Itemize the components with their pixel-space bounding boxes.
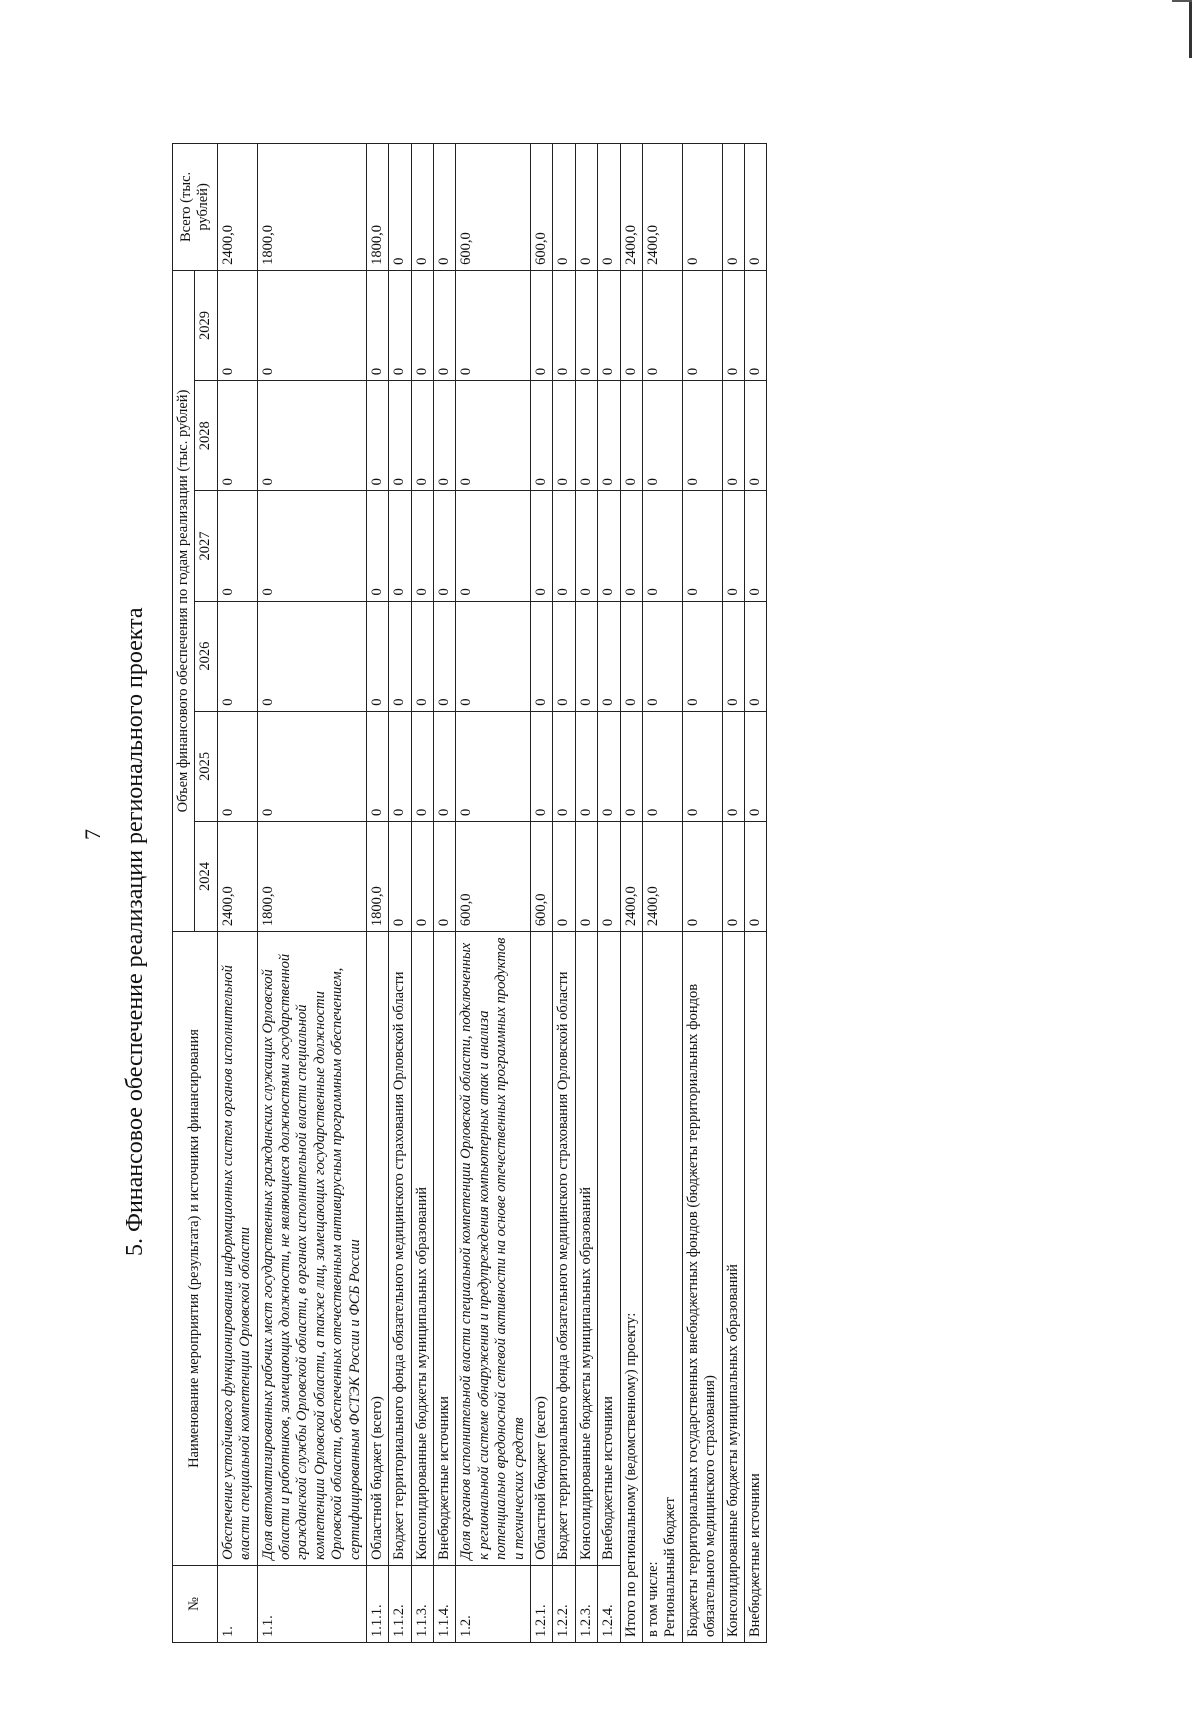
total-sum: 2400,0 [620,144,642,271]
row-year-value: 0 [389,711,411,821]
regional-budget-label [642,932,682,1643]
summary-row-year-value: 0 [744,711,766,821]
regional-year-value: 2400,0 [642,821,682,931]
row-total: 0 [553,144,575,271]
summary-row-year-value: 0 [744,491,766,601]
summary-row-year-value: 0 [722,601,744,711]
row-year-value: 0 [456,601,531,711]
summary-row-name: Бюджеты территориальных государственных внебюджетных фондов (бюджеты территориальных фондов обязательного медицинского страхования) [682,932,722,1643]
header-year: 2029 [195,270,217,380]
row-year-value: 0 [217,381,257,491]
row-year-value: 0 [366,491,388,601]
row-year-value: 0 [456,381,531,491]
row-total: 0 [411,144,433,271]
row-number: 1.2. [456,1565,531,1642]
row-year-value: 0 [389,491,411,601]
row-year-value: 0 [411,270,433,380]
regional-year-value: 0 [642,381,682,491]
row-year-value: 0 [434,601,456,711]
row-total: 600,0 [531,144,553,271]
summary-row-year-value: 0 [722,821,744,931]
summary-row-year-value: 0 [682,491,722,601]
row-year-value: 0 [575,821,597,931]
including-label: в том числе: [644,1561,661,1637]
row-year-value: 0 [575,381,597,491]
row-name: Бюджет территориального фонда обязательного медицинского страхования Орловской области [389,932,411,1566]
summary-row-year-value: 0 [722,270,744,380]
total-year-value: 0 [620,270,642,380]
table-row [598,144,620,1643]
row-year-value: 0 [598,821,620,931]
regional-budget-row [642,144,682,1643]
row-number: 1.1.3. [411,1565,433,1642]
summary-row-year-value: 0 [722,491,744,601]
row-year-value: 1800,0 [257,821,366,931]
header-year: 2028 [195,381,217,491]
row-year-value: 0 [531,491,553,601]
row-total: 1800,0 [366,144,388,271]
row-year-value: 0 [575,491,597,601]
row-year-value: 0 [598,270,620,380]
row-name: Областной бюджет (всего) [531,932,553,1566]
regional-total: 2400,0 [642,144,682,271]
table-row [456,144,531,1643]
table-row [389,144,411,1643]
row-total: 600,0 [456,144,531,271]
row-total: 0 [575,144,597,271]
row-year-value: 0 [531,381,553,491]
row-year-value: 0 [411,381,433,491]
row-year-value: 0 [411,821,433,931]
total-year-value: 0 [620,381,642,491]
row-year-value: 0 [553,711,575,821]
table-row [217,144,257,1643]
row-name: Внебюджетные источники [598,932,620,1566]
row-year-value: 0 [434,381,456,491]
row-year-value: 0 [553,381,575,491]
row-year-value: 0 [531,270,553,380]
header-num: № [173,1565,218,1642]
row-year-value: 0 [411,491,433,601]
total-label: Итого по региональному (ведомственному) проекту: [620,932,642,1643]
header-name: Наименование мероприятия (результата) и источники финансирования [173,932,218,1566]
summary-row-year-value: 0 [722,381,744,491]
row-year-value: 0 [598,601,620,711]
header-year: 2026 [195,601,217,711]
table-row [575,144,597,1643]
total-year-value: 2400,0 [620,821,642,931]
summary-row-total: 0 [682,144,722,271]
summary-row-year-value: 0 [682,601,722,711]
total-year-value: 0 [620,711,642,821]
row-number: 1. [217,1565,257,1642]
row-year-value: 0 [257,711,366,821]
row-year-value: 0 [553,601,575,711]
row-total: 2400,0 [217,144,257,271]
row-name: Консолидированные бюджеты муниципальных образований [575,932,597,1566]
row-year-value: 0 [456,270,531,380]
summary-row [682,144,722,1643]
row-year-value: 0 [389,381,411,491]
row-year-value: 0 [434,491,456,601]
summary-row-total: 0 [722,144,744,271]
summary-row [722,144,744,1643]
regional-year-value: 0 [642,270,682,380]
header-year: 2024 [195,821,217,931]
row-year-value: 0 [389,270,411,380]
row-name: Бюджет территориального фонда обязательного медицинского страхования Орловской области [553,932,575,1566]
row-total: 0 [434,144,456,271]
row-name: Консолидированные бюджеты муниципальных образований [411,932,433,1566]
row-total: 0 [598,144,620,271]
row-year-value: 0 [434,821,456,931]
row-year-value: 0 [257,381,366,491]
row-year-value: 0 [456,711,531,821]
total-year-value: 0 [620,601,642,711]
summary-row-year-value: 0 [682,270,722,380]
header-year: 2027 [195,491,217,601]
summary-row-total: 0 [744,144,766,271]
summary-row-year-value: 0 [682,821,722,931]
row-year-value: 0 [575,270,597,380]
row-name: Доля автоматизированных рабочих мест государственных гражданских служащих Орловской области и работников, замещающих должности, не являющиеся должностями государственной гражданской службы Орловской области, в органах исполнительной власти специальной компетенции Орловской области, а также лиц, замещающих государственные должности Орловской области, обеспеченных отечественным антивирусным программным обеспечением, сертифицированным ФСТЭК России и ФСБ России [257,932,366,1566]
header-total: Всего (тыс. рублей) [173,144,218,271]
row-year-value: 0 [575,711,597,821]
header-years-group: Объем финансового обеспечения по годам реализации (тыс. рублей) [173,270,195,931]
row-year-value: 0 [434,711,456,821]
row-number: 1.2.1. [531,1565,553,1642]
row-year-value: 0 [366,381,388,491]
summary-row-year-value: 0 [744,821,766,931]
summary-row-name: Внебюджетные источники [744,932,766,1643]
row-year-value: 0 [553,821,575,931]
row-year-value: 0 [217,711,257,821]
row-year-value: 0 [598,491,620,601]
row-year-value: 0 [553,270,575,380]
row-number: 1.1.2. [389,1565,411,1642]
regional-year-value: 0 [642,491,682,601]
row-year-value: 0 [389,601,411,711]
row-year-value: 0 [366,711,388,821]
table-row [531,144,553,1643]
row-number: 1.2.3. [575,1565,597,1642]
table-row [411,144,433,1643]
section-title: 5. Финансовое обеспечение реализации регионального проекта [122,607,148,1256]
financing-table [172,143,767,1643]
row-number: 1.1.1. [366,1565,388,1642]
row-number: 1.1. [257,1565,366,1642]
row-year-value: 0 [553,491,575,601]
row-number: 1.2.2. [553,1565,575,1642]
summary-row-year-value: 0 [744,381,766,491]
summary-row-year-value: 0 [722,711,744,821]
table-row [434,144,456,1643]
row-year-value: 0 [257,601,366,711]
row-year-value: 0 [217,601,257,711]
summary-row [744,144,766,1643]
regional-label: Региональный бюджет [662,1497,679,1637]
summary-row-name: Консолидированные бюджеты муниципальных образований [722,932,744,1643]
summary-row-year-value: 0 [744,270,766,380]
row-year-value: 0 [456,491,531,601]
summary-row-year-value: 0 [682,381,722,491]
row-number: 1.2.4. [598,1565,620,1642]
table-header [173,144,218,1643]
row-year-value: 0 [217,491,257,601]
row-year-value: 0 [411,711,433,821]
row-year-value: 0 [217,270,257,380]
total-row [620,144,642,1643]
row-total: 1800,0 [257,144,366,271]
row-year-value: 600,0 [456,821,531,931]
page-number: 7 [80,829,105,840]
table-row [257,144,366,1643]
row-year-value: 600,0 [531,821,553,931]
row-year-value: 0 [257,270,366,380]
row-name: Обеспечение устойчивого функционирования информационных систем органов исполнительной власти специальной компетенции Орловской области [217,932,257,1566]
row-year-value: 0 [598,381,620,491]
summary-row-year-value: 0 [682,711,722,821]
row-year-value: 0 [366,601,388,711]
row-year-value: 0 [434,270,456,380]
row-year-value: 0 [411,601,433,711]
row-year-value: 1800,0 [366,821,388,931]
row-number: 1.1.4. [434,1565,456,1642]
total-year-value: 0 [620,491,642,601]
table-row [553,144,575,1643]
row-year-value: 0 [531,601,553,711]
regional-year-value: 0 [642,711,682,821]
row-year-value: 0 [366,270,388,380]
row-name: Доля органов исполнительной власти специальной компетенции Орловской области, подключенных к региональной системе обнаружения и предупреждения компьютерных атак и анализа потенциально вредоносной сетевой активности на основе отечественных программных продуктов и технических средств [456,932,531,1566]
row-year-value: 2400,0 [217,821,257,931]
summary-row-year-value: 0 [744,601,766,711]
row-year-value: 0 [598,711,620,821]
regional-year-value: 0 [642,601,682,711]
row-total: 0 [389,144,411,271]
table-body [217,144,767,1643]
table-row [366,144,388,1643]
row-year-value: 0 [531,711,553,821]
header-year: 2025 [195,711,217,821]
row-year-value: 0 [389,821,411,931]
row-name: Областной бюджет (всего) [366,932,388,1566]
row-year-value: 0 [575,601,597,711]
row-name: Внебюджетные источники [434,932,456,1566]
row-year-value: 0 [257,491,366,601]
